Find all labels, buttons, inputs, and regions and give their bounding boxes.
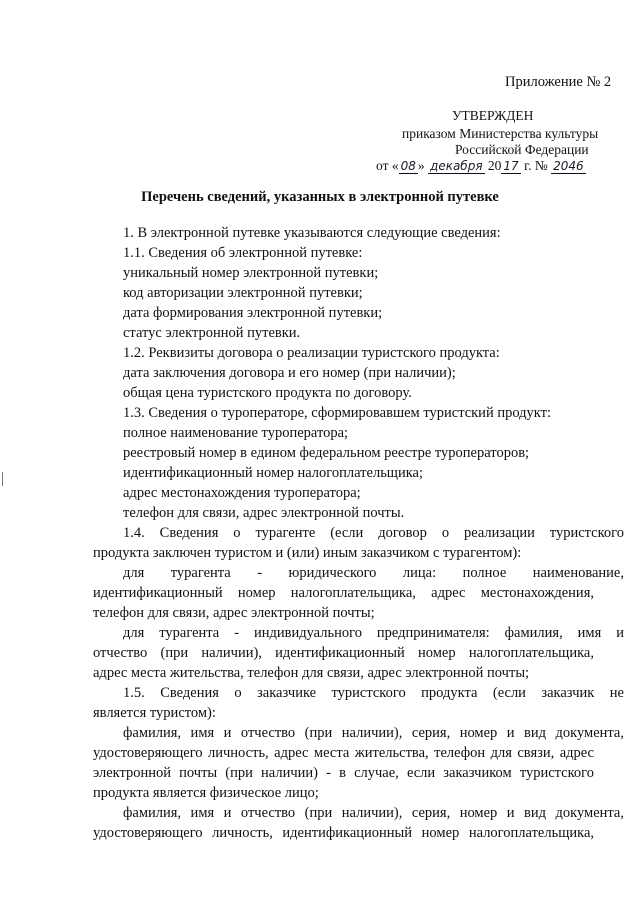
margin-mark [2,472,3,486]
approved-org-line: Российской Федерации [455,142,589,157]
text-line: продукта заключен туристом и (или) иным заказчиком с турагентом): [93,545,522,561]
text-line: электронной почты (при наличии) - в случае, если заказчиком туристского [93,765,594,781]
text-line: 1. В электронной путевке указываются следующие сведения: [123,225,501,241]
text-line: дата формирования электронной путевки; [123,305,383,321]
text-line: идентификационный номер налогоплательщика; [123,465,424,481]
date-number-prefix: г. № [524,158,548,173]
text-line: телефон для связи, адрес электронной почты. [123,505,405,521]
text-line: 1.2. Реквизиты договора о реализации туристского продукта: [123,345,500,361]
text-line: является туристом): [93,705,216,721]
text-line: 1.3. Сведения о туроператоре, сформировавшем туристский продукт: [123,405,552,421]
text-line: отчество (при наличии), идентификационный номер налогоплательщика, [93,645,594,661]
text-line: фамилия, имя и отчество (при наличии), серия, номер и вид документа, [123,725,624,741]
text-line: уникальный номер электронной путевки; [123,265,379,281]
date-prefix: от « [376,158,399,173]
approval-date-line [376,158,586,174]
appendix-label: Приложение № 2 [505,74,612,90]
text-line: фамилия, имя и отчество (при наличии), серия, номер и вид документа, [123,805,624,821]
date-year-suffix: 17 [503,159,519,173]
text-line: общая цена туристского продукта по договору. [123,385,412,401]
text-line: реестровый номер в едином федеральном реестре туроператоров; [123,445,530,461]
approved-by-line: приказом Министерства культуры [402,126,599,141]
text-line: для турагента - индивидуального предпринимателя: фамилия, имя и [123,625,624,641]
order-number: 2046 [553,159,584,173]
text-line: адрес местонахождения туроператора; [123,485,361,501]
text-line: 1.4. Сведения о турагенте (если договор о реализации туристского [123,525,624,541]
date-month: декабря [430,159,483,173]
text-line: адрес места жительства, телефон для связи, адрес электронной почты; [93,665,530,681]
text-line: для турагента - юридического лица: полное наименование, [123,565,624,581]
text-line: удостоверяющего личность, адрес места жительства, телефон для связи, адрес [93,745,594,761]
text-line: 1.1. Сведения об электронной путевке: [123,245,363,261]
text-line: телефон для связи, адрес электронной почты; [93,605,375,621]
date-day: 08 [400,159,416,173]
text-line: 1.5. Сведения о заказчике туристского продукта (если заказчик не [123,685,624,701]
text-line: код авторизации электронной путевки; [123,285,363,301]
document-title: Перечень сведений, указанных в электронной путевке [141,189,499,205]
text-line: статус электронной путевки. [123,325,301,341]
text-line: идентификационный номер налогоплательщика, адрес местонахождения, [93,585,594,601]
approved-heading: УТВЕРЖДЕН [452,108,534,123]
date-year-prefix: 20 [487,158,502,173]
text-line: полное наименование туроператора; [123,425,349,441]
text-line: удостоверяющего личность, идентификационный номер налогоплательщика, [93,825,594,841]
text-line: продукта является физическое лицо; [93,785,319,801]
date-mid: » [417,158,425,173]
text-line: дата заключения договора и его номер (при наличии); [123,365,456,381]
